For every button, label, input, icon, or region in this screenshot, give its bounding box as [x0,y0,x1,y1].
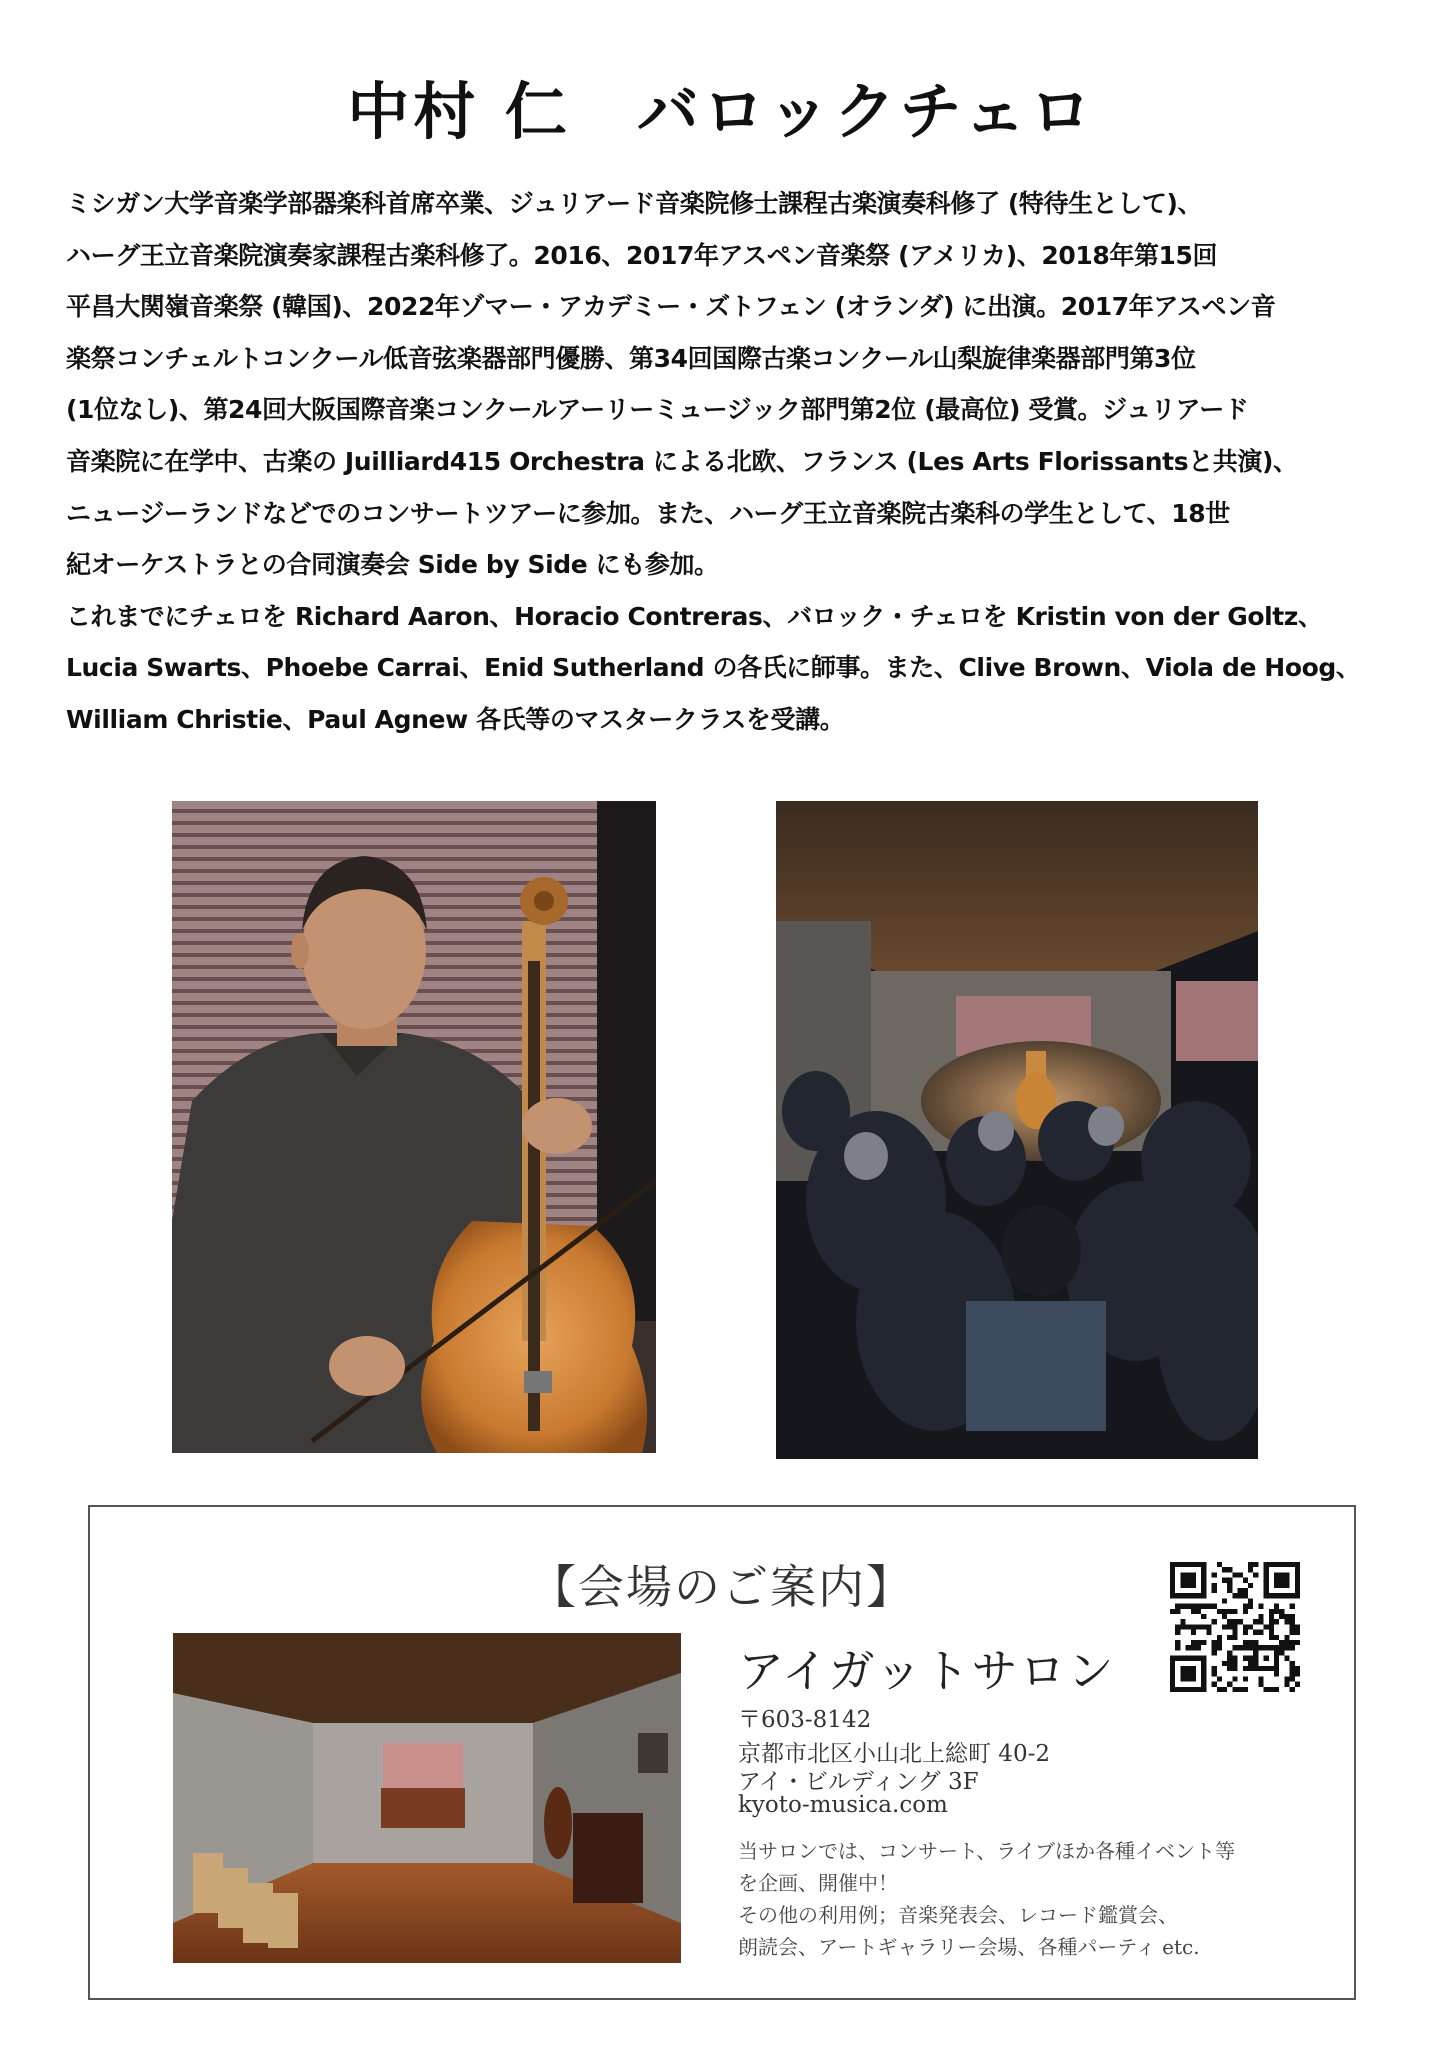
bio-line: Lucia Swarts、Phoebe Carrai、Enid Sutherland の各氏に師事。また、Clive Brown、Viola de Hoog、 [66,653,1361,683]
biography [66,178,1386,746]
bio-line: 平昌大関嶺音楽祭 (韓国)、2022年ゾマー・アカデミー・ズトフェン (オランダ) に出演。2017年アスペン音 [66,292,1276,322]
venue-note-line: 朗読会、アートギャラリー会場、各種パーティ etc. [738,1935,1200,1959]
venue-note-line: その他の利用例；音楽発表会、レコード鑑賞会、 [738,1903,1178,1927]
address-line-2: アイ・ビルディング 3F [738,1769,979,1795]
website-url[interactable]: kyoto-musica.com [738,1792,948,1818]
venue-heading: 【会場のご案内】 [530,1560,914,1614]
bio-line: ニュージーランドなどでのコンサートツアーに参加。また、ハーグ王立音楽院古楽科の学生として、18世 [66,498,1230,528]
bio-line: 音楽院に在学中、古楽の Juilliard415 Orchestra による北欧、フランス (Les Arts Florissantsと共演)、 [66,446,1298,476]
bio-line: William Christie、Paul Agnew 各氏等のマスタークラスを受講。 [66,704,845,734]
bio-line: ミシガン大学音楽学部器楽科首席卒業、ジュリアード音楽院修士課程古楽演奏科修了 (特待生として)、 [66,189,1203,218]
venue-note-line: を企画、開催中！ [738,1871,898,1895]
qr-code-icon[interactable] [1170,1562,1300,1692]
page-title: 中村 仁 バロックチェロ [347,75,1096,148]
bio-line: 紀オーケストラとの合同演奏会 Side by Side にも参加。 [66,550,719,580]
bio-line: ハーグ王立音楽院演奏家課程古楽科修了。2016、2017年アスペン音楽祭 (アメリカ)、2018年第15回 [66,240,1218,270]
bio-line: これまでにチェロを Richard Aaron、Horacio Contreras、バロック・チェロを Kristin von der Goltz、 [66,601,1323,631]
concert-audience-photo [776,801,1258,1459]
bio-line: 楽祭コンチェルトコンクール低音弦楽器部門優勝、第34回国際古楽コンクール山梨旋律楽器部門第3位 [66,343,1196,373]
postal-code: 〒603-8142 [738,1707,872,1733]
address-line-1: 京都市北区小山北上総町 40-2 [738,1741,1050,1767]
cellist-portrait-photo [172,801,656,1453]
venue-name: アイガットサロン [738,1644,1116,1698]
salon-interior-photo [173,1633,681,1963]
bio-line: (1位なし)、第24回大阪国際音楽コンクールアーリーミュージック部門第2位 (最高位) 受賞。ジュリアード [66,395,1249,425]
venue-note-line: 当サロンでは、コンサート、ライブほか各種イベント等 [738,1839,1235,1863]
venue-info-box [88,1505,1356,2000]
